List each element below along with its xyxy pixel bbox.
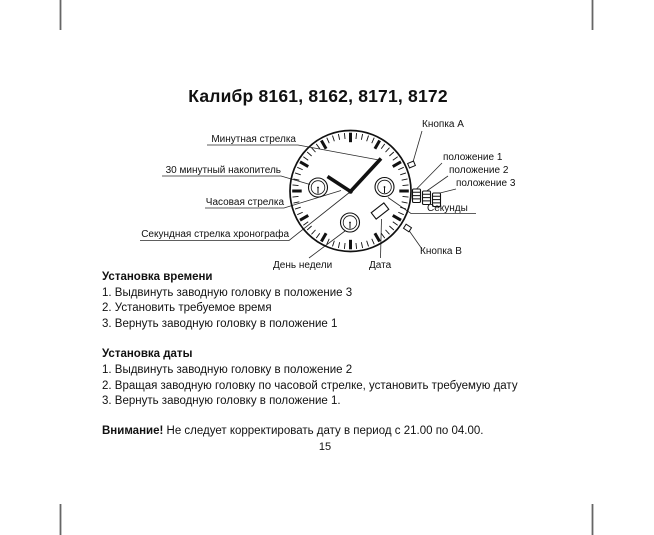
crown-position-1 <box>413 189 421 203</box>
step: 3. Вернуть заводную головку в положение 1 <box>102 317 338 330</box>
section-heading: Установка времени <box>102 271 213 283</box>
pusher-a <box>408 161 416 168</box>
label-chrono-second-hand: Секундная стрелка хронографа <box>141 229 289 240</box>
subdial-seconds <box>341 213 360 232</box>
accumulator-callout <box>162 176 310 185</box>
position-1-callout <box>416 163 442 190</box>
pusher-b <box>404 224 412 232</box>
step: 1. Выдвинуть заводную головку в положение 2 <box>102 363 353 376</box>
label-day-of-week: День недели <box>273 260 333 271</box>
page-title: Калибр 8161, 8162, 8171, 8172 <box>188 86 448 106</box>
instructions <box>102 270 547 439</box>
label-hour-hand: Часовая стрелка <box>205 197 284 208</box>
section-heading: Установка даты <box>102 348 193 361</box>
warning-label: Внимание! <box>102 424 164 437</box>
label-position-2: положение 2 <box>449 165 509 176</box>
section-time-setting <box>102 270 547 332</box>
label-position-1: положение 1 <box>443 152 503 163</box>
position-2-callout <box>426 176 448 192</box>
label-date: Дата <box>369 260 392 271</box>
page-number: 15 <box>318 441 332 453</box>
label-30min-accumulator: 30 минутный накопитель <box>165 165 281 176</box>
section-date-setting <box>102 347 547 409</box>
hands-pivot <box>348 189 353 194</box>
step: 2. Установить требуемое время <box>102 302 272 315</box>
button-a-callout <box>413 131 422 162</box>
label-button-b: Кнопка B <box>420 246 462 257</box>
subdial-30min <box>309 178 328 197</box>
step: 3. Вернуть заводную головку в положение 1. <box>102 395 341 408</box>
warning-note <box>102 424 547 440</box>
label-minute-hand: Минутная стрелка <box>211 134 296 145</box>
step: 1. Выдвинуть заводную головку в положение 3 <box>102 286 353 299</box>
warning-text: Не следует корректировать дату в период с 21.00 по 04.00. <box>163 424 484 437</box>
label-seconds: Секунды <box>427 203 468 214</box>
label-position-3: положение 3 <box>456 178 516 189</box>
subdial-day-of-week <box>375 178 394 197</box>
step: 2. Вращая заводную головку по часовой стрелке, установить требуемую дату <box>102 379 518 392</box>
label-button-a: Кнопка A <box>422 119 464 130</box>
